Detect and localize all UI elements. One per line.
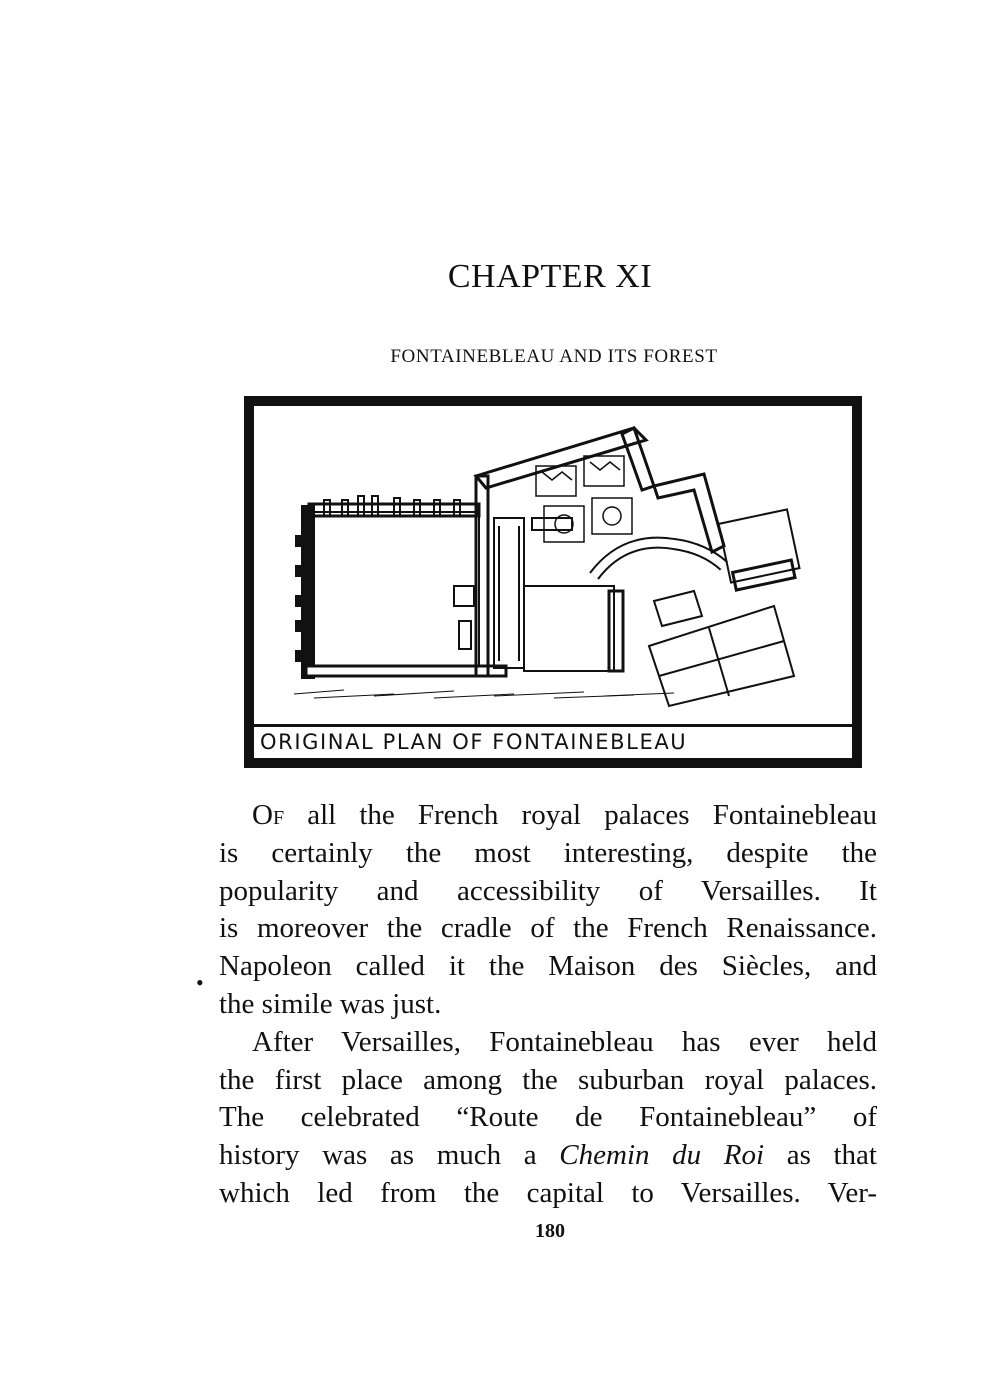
paragraph-line: After Versailles, Fontainebleau has ever held — [252, 1025, 877, 1058]
paragraph-line — [219, 1137, 877, 1175]
paragraph-line: is moreover the cradle of the French Renaissance. — [219, 912, 877, 945]
plan-figure — [244, 396, 862, 768]
plan-caption: ORIGINAL PLAN OF FONTAINEBLEAU — [260, 730, 688, 754]
page-number: 180 — [535, 1220, 565, 1242]
plan-kitchen-court — [719, 509, 800, 582]
plan-lower-grid — [649, 591, 794, 706]
chapter-subtitle: FONTAINEBLEAU AND ITS FOREST — [390, 346, 718, 367]
paragraph-line: which led from the capital to Versailles. Ver- — [219, 1176, 877, 1209]
line-text: as that — [764, 1139, 877, 1172]
paragraph-line: popularity and accessibility of Versailles. It — [219, 874, 877, 907]
margin-mark: • — [196, 970, 204, 995]
paragraph-line: Napoleon called it the Maison des Siècles, and — [219, 950, 877, 983]
paragraph-line: the first place among the suburban royal palaces. — [219, 1063, 877, 1096]
plan-ground-hatching — [294, 690, 674, 698]
paragraph-line: is certainly the most interesting, despite the — [219, 836, 877, 869]
line-text: history was as much a — [219, 1139, 560, 1172]
plan-caption-bar — [254, 724, 852, 758]
line-text: all the French royal palaces Fontainebleau — [284, 799, 877, 831]
italic-phrase: Chemin du Roi — [559, 1139, 765, 1172]
body-text — [219, 797, 877, 1213]
paragraph-line — [219, 797, 877, 835]
palace-plan-illustration — [254, 406, 852, 720]
chapter-title: CHAPTER XI — [447, 258, 653, 295]
paragraph-1 — [219, 797, 877, 1024]
plan-court-centre — [524, 586, 614, 671]
lead-word: Of — [252, 799, 285, 831]
paragraph-2 — [219, 1024, 877, 1213]
plan-wing-diagonal — [476, 428, 646, 488]
paragraph-line: the simile was just. — [219, 987, 442, 1020]
paragraph-line: The celebrated “Route de Fontainebleau” of — [219, 1101, 877, 1134]
